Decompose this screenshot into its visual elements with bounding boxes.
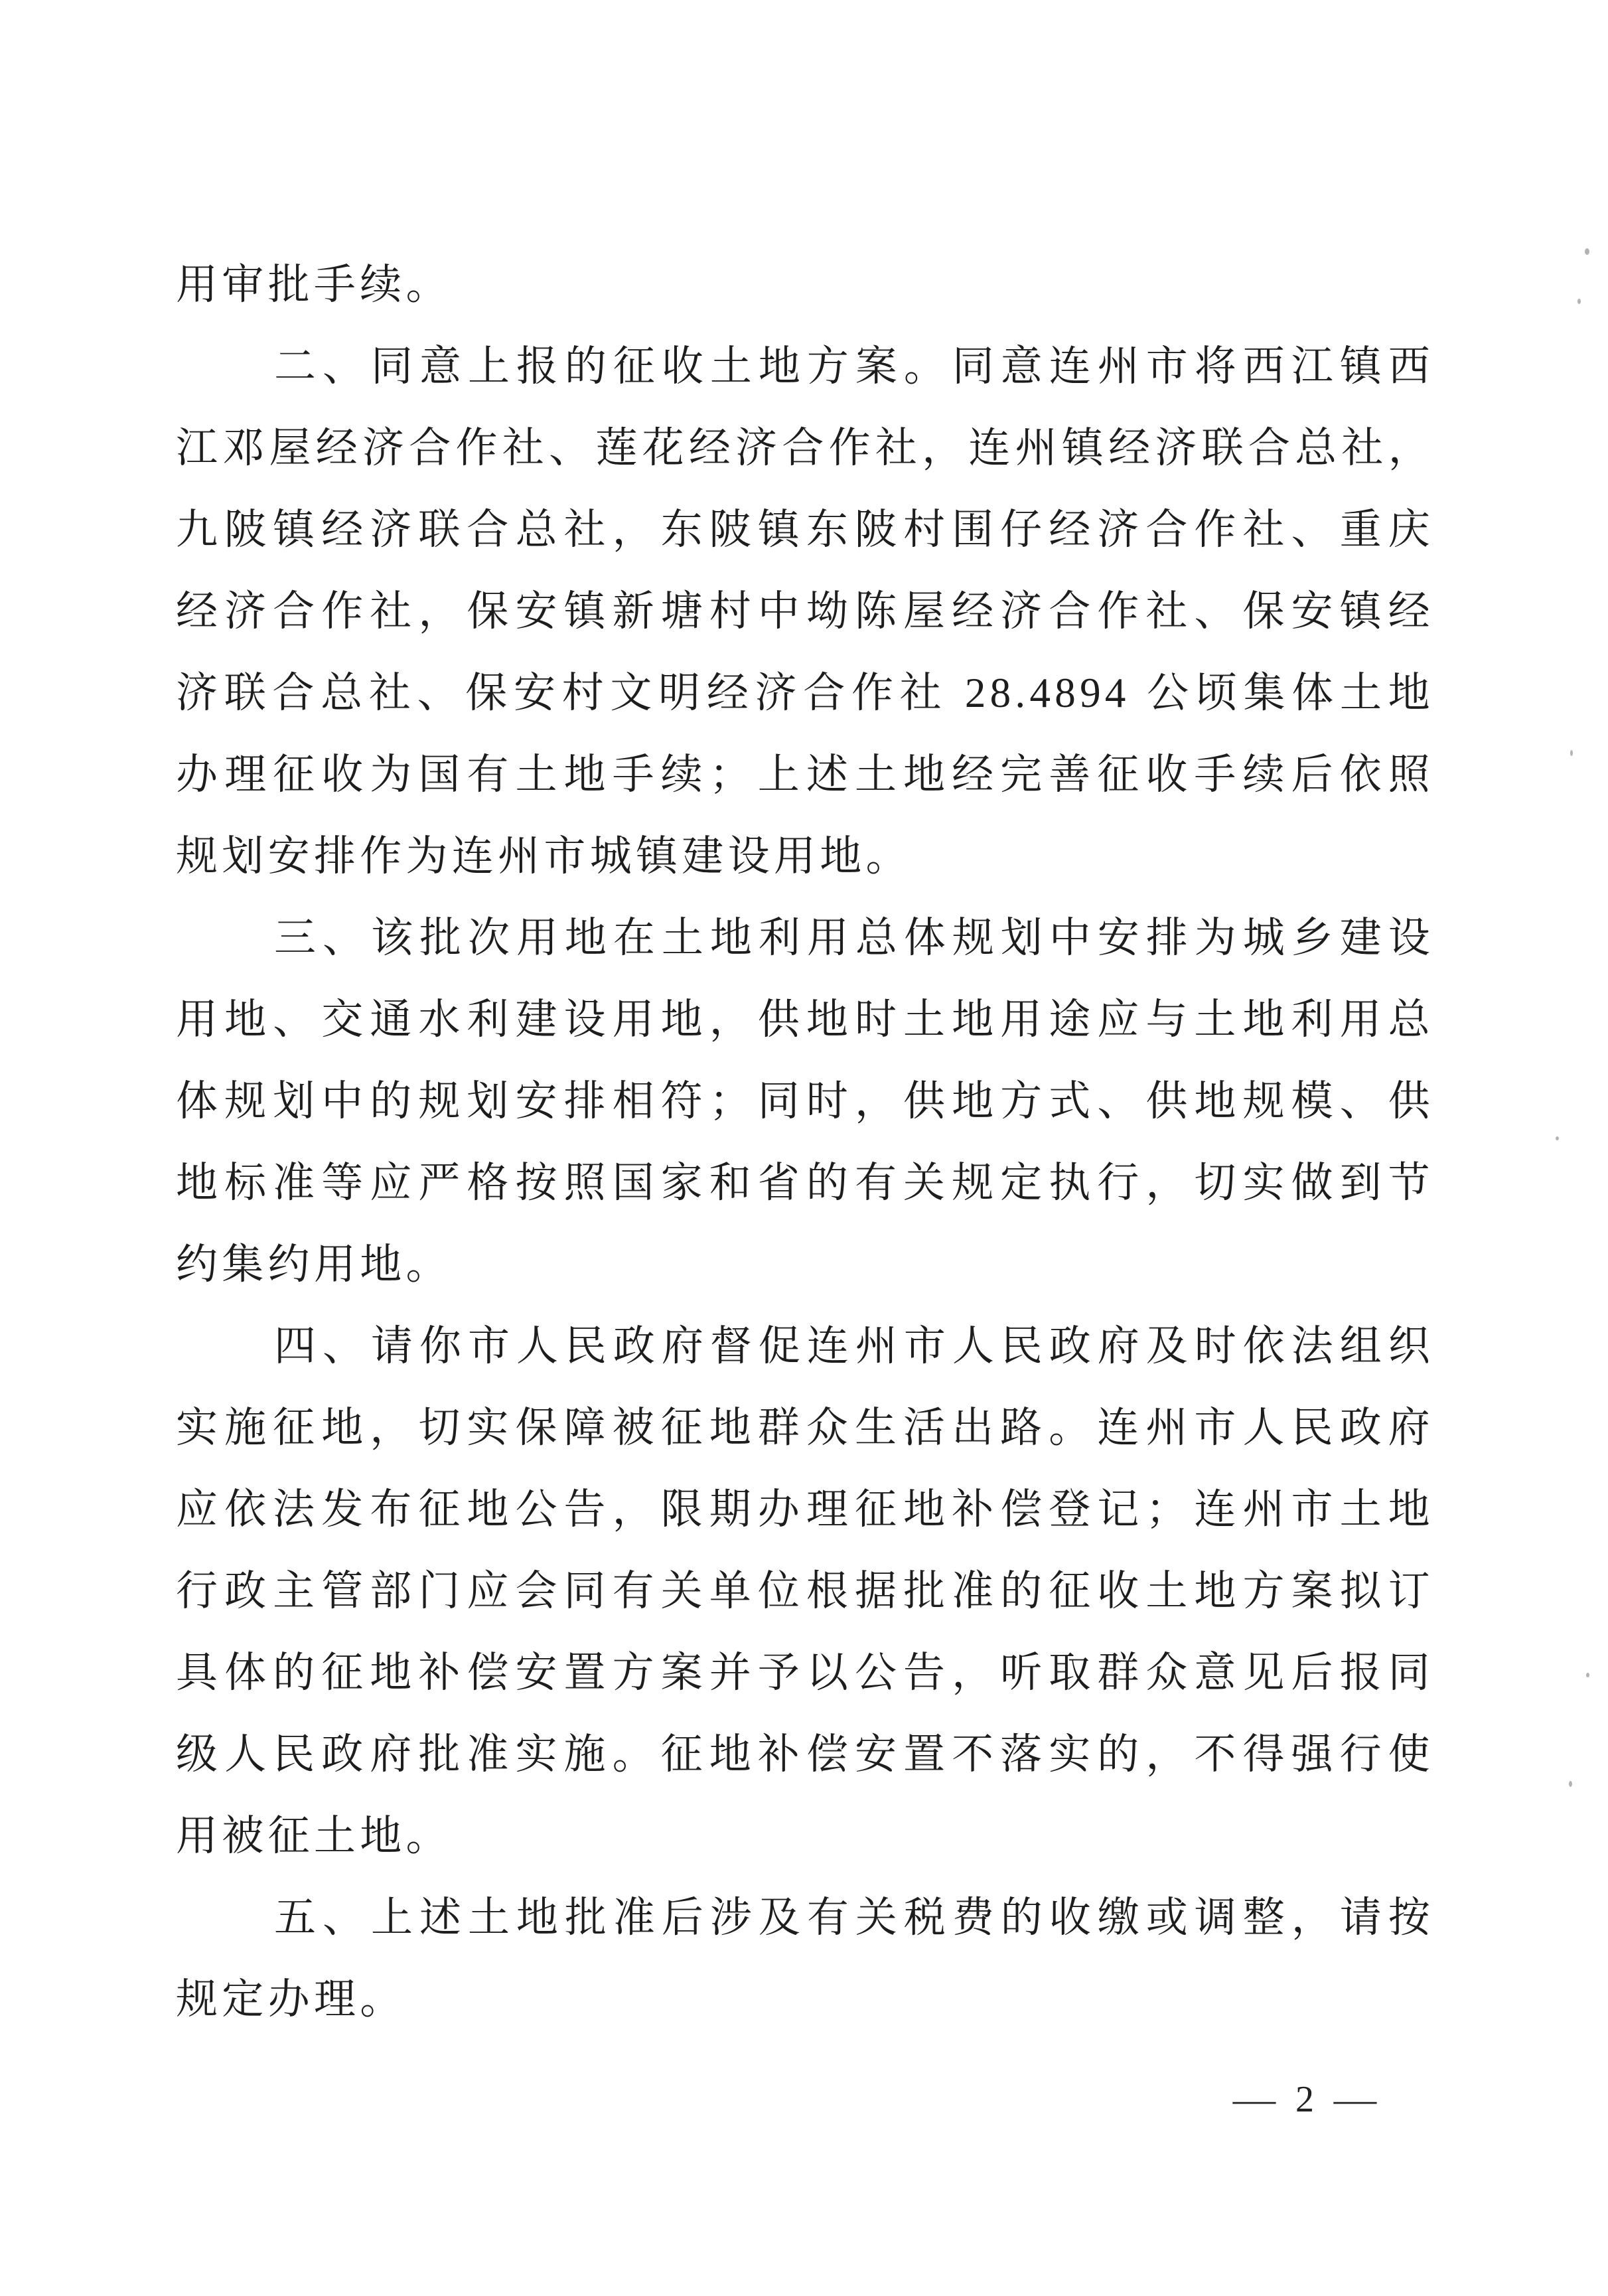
- document-line: 用审批手续。: [176, 262, 452, 308]
- document-line: 济联合总社、保安村文明经济合作社 28.4894 公顷集体土地: [176, 670, 1434, 716]
- document-line: 用被征土地。: [176, 1813, 452, 1859]
- page-footer: [1232, 2076, 1377, 2123]
- footer-dash-right: —: [1333, 2079, 1377, 2120]
- scan-artifact: [1577, 299, 1581, 304]
- footer-dash-left: —: [1232, 2079, 1276, 2120]
- document-line: 行政主管部门应会同有关单位根据批准的征收土地方案拟订: [176, 1568, 1434, 1614]
- scan-artifact: [1569, 1781, 1572, 1787]
- document-line: 实施征地，切实保障被征地群众生活出路。连州市人民政府: [176, 1405, 1434, 1451]
- document-line: 规划安排作为连州市城镇建设用地。: [176, 833, 912, 880]
- document-body: [176, 244, 1434, 2040]
- document-line: 具体的征地补偿安置方案并予以公告，听取群众意见后报同: [176, 1649, 1434, 1696]
- scan-artifact: [1570, 750, 1573, 756]
- document-line: 二、同意上报的征收土地方案。同意连州市将西江镇西: [274, 343, 1434, 390]
- document-line: 地标准等应严格按照国家和省的有关规定执行，切实做到节: [176, 1160, 1434, 1206]
- scan-artifact: [1556, 1136, 1559, 1140]
- document-line: 经济合作社，保安镇新塘村中坳陈屋经济合作社、保安镇经: [176, 588, 1434, 635]
- document-line: 五、上述土地批准后涉及有关税费的收缴或调整，请按: [274, 1894, 1434, 1941]
- document-line: 应依法发布征地公告，限期办理征地补偿登记；连州市土地: [176, 1486, 1434, 1533]
- document-line: 三、该批次用地在土地利用总体规划中安排为城乡建设: [274, 915, 1434, 961]
- document-line: 规定办理。: [176, 1976, 406, 2023]
- page-number: 2: [1295, 2079, 1314, 2120]
- document-line: 四、请你市人民政府督促连州市人民政府及时依法组织: [274, 1323, 1434, 1369]
- scan-artifact: [1585, 248, 1589, 255]
- document-line: 九陂镇经济联合总社，东陂镇东陂村围仔经济合作社、重庆: [176, 506, 1434, 553]
- document-line: 江邓屋经济合作社、莲花经济合作社，连州镇经济联合总社，: [176, 425, 1434, 471]
- document-line: 体规划中的规划安排相符；同时，供地方式、供地规模、供: [176, 1078, 1434, 1124]
- scan-artifact: [1586, 1673, 1589, 1677]
- document-line: 办理征收为国有土地手续；上述土地经完善征收手续后依照: [176, 751, 1434, 798]
- document-line: 约集约用地。: [176, 1241, 452, 1288]
- document-line: 用地、交通水利建设用地，供地时土地用途应与土地利用总: [176, 996, 1434, 1043]
- document-line: 级人民政府批准实施。征地补偿安置不落实的，不得强行使: [176, 1731, 1434, 1778]
